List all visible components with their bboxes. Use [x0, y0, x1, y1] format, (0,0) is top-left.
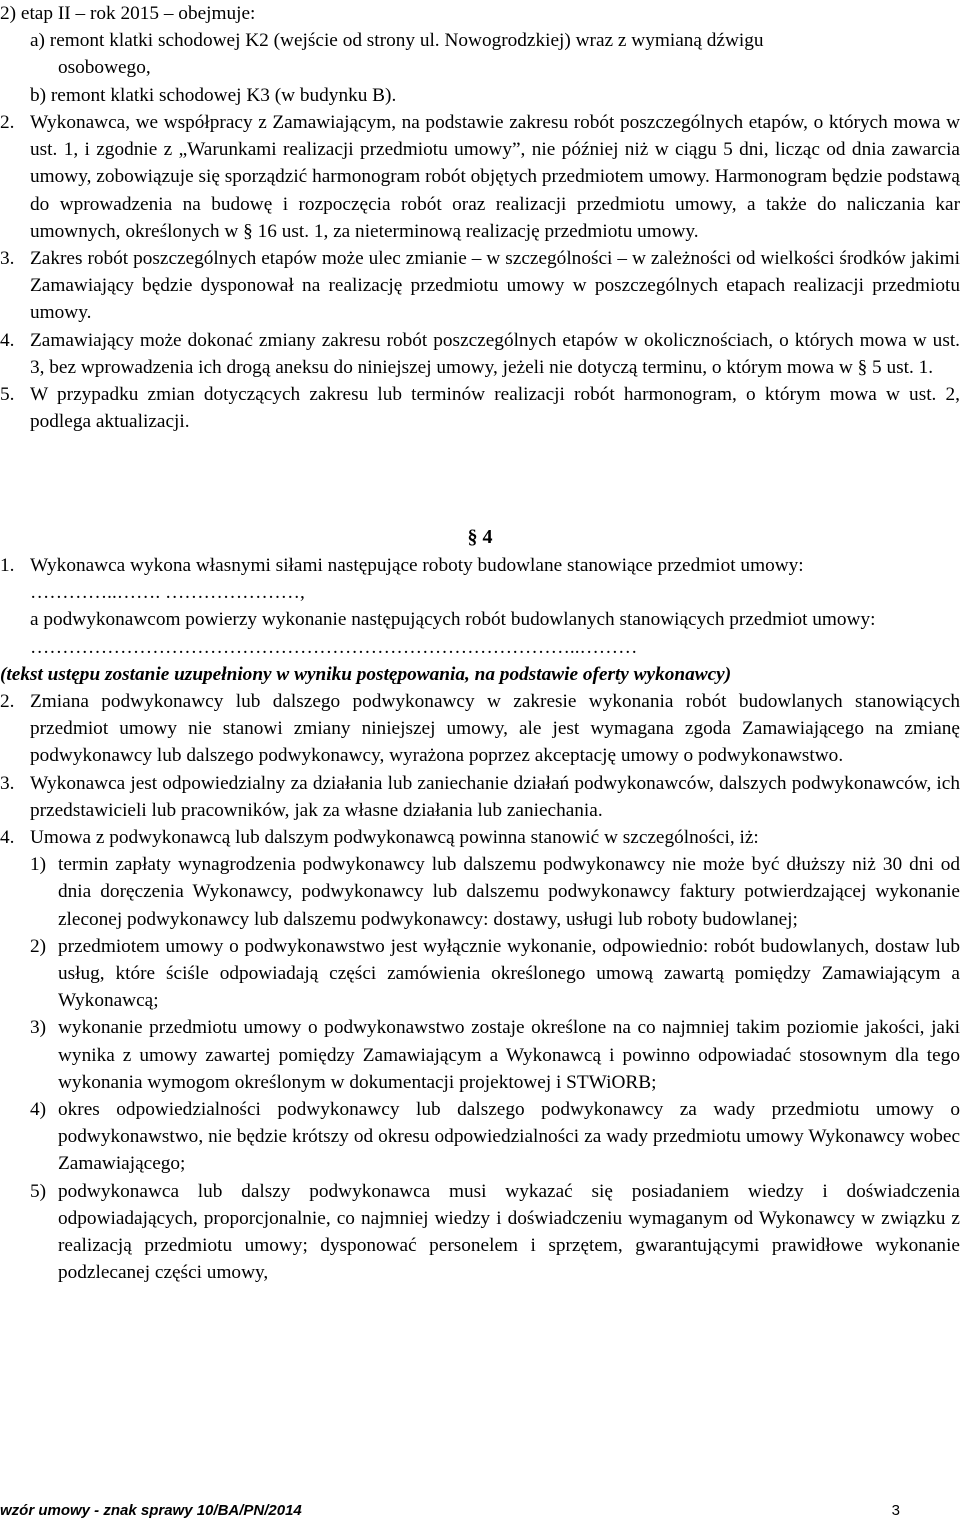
- s4-p4-item-3: 3) wykonanie przedmiotu umowy o podwykonawstwo zostaje określone na co najmniej takim poziomie jakości, jaki wynika z umowy zawartej pomiędzy Zamawiającym a Wykonawcą i powinno odpowiadać stosownym dla tego wykonania wymogom określonym w dokumentacji projektowej i STWiORB;: [30, 1017, 960, 1093]
- s4-p4-item-5: 5) podwykonawca lub dalszy podwykonawca musi wykazać się posiadaniem wiedzy i doświadczenia odpowiadających, proporcjonalnie, co najmniej wiedzy i doświadczeniu wymaganym od Wykonawcy w związku z realizacją przedmiotu umowy; dysponować personelem i sprzętem, gwarantującymi prawidłowe wykonanie podzlecanej części umowy,: [30, 1180, 960, 1284]
- s4-completion-note: (tekst ustępu zostanie uzupełniony w wyniku postępowania, na podstawie oferty wykonawcy): [0, 663, 732, 685]
- etap-ii-item-a-line1: a) remont klatki schodowej K2 (wejście od strony ul. Nowogrodzkiej) wraz z wymianą dźwigu: [30, 30, 764, 52]
- footer-document-id: wzór umowy - znak sprawy 10/BA/PN/2014: [0, 1502, 302, 1519]
- s4-paragraph-4: 4. Umowa z podwykonawcą lub dalszym podwykonawcą powinna stanowić w szczególności, iż:: [0, 827, 759, 849]
- section-4-heading: § 4: [467, 526, 493, 548]
- etap-ii-heading: 2) etap II – rok 2015 – obejmuje:: [0, 3, 256, 24]
- section3-paragraphs: [0, 109, 960, 435]
- s4-paragraph-2: 2. Zmiana podwykonawcy lub dalszego podwykonawcy w zakresie wykonania robót budowlanych stanowiących przedmiot umowy nie stanowi zmiany niniejszej umowy, ale jest wymagana zgoda Zamawiającego na zmianę podwykonawcy lub dalszego podwykonawcy, wyrażona poprzez akceptację umowy o podwykonawstwo.: [0, 691, 960, 767]
- s4-dots-own-works: …………..……. …………………,: [30, 582, 305, 604]
- s3-paragraph-2: 2. Wykonawca, we współpracy z Zamawiającym, na podstawie zakresu robót poszczególnych etapów, o których mowa w ust. 1, i zgodnie z „Warunkami realizacji przedmiotu umowy”, nie później niż w ciągu 5 dni, licząc od dnia zawarcia umowy, zobowiązuje się sporządzić harmonogram robót objętych przedmiotem umowy. Harmonogram będzie podstawą do wprowadzenia na budowę i rozpoczęcia robót oraz realizacji przedmiotu umowy, a także do naliczania kar umownych, określonych w § 16 ust. 1, za nieterminową realizację przedmiotu umowy.: [0, 112, 960, 242]
- s4-p4-item-1: 1) termin zapłaty wynagrodzenia podwykonawcy lub dalszemu podwykonawcy nie może być dłuższy niż 30 dni od dnia doręczenia Wykonawcy, podwykonawcy lub dalszemu podwykonawcy faktury potwierdzającej wykonanie zleconej podwykonawcy lub dalszemu podwykonawcy: dostawy, usługi lub roboty budowlanej;: [30, 854, 960, 930]
- s4-p4-item-2: 2) przedmiotem umowy o podwykonawstwo jest wyłącznie wykonanie, odpowiednio: robót budowlanych, dostaw lub usług, które ściśle odpowiadają części zamówienia określonego umową zawartą pomiędzy Zamawiającym a Wykonawcą;: [30, 935, 960, 1012]
- s4-p4-item-4: 4) okres odpowiedzialności podwykonawcy lub dalszego podwykonawcy za wady przedmiotu umowy o podwykonawstwo, nie będzie krótszy od okresu odpowiedzialności za wady przedmiotu umowy Wykonawcy wobec Zamawiającego;: [30, 1099, 960, 1175]
- section4-paragraphs: [0, 552, 960, 1286]
- s4-subcontractor-text: a podwykonawcom powierzy wykonanie następujących robót budowlanych stanowiących przedmiot umowy:: [30, 609, 876, 631]
- s3-paragraph-5: 5. W przypadku zmian dotyczących zakresu lub terminów realizacji robót harmonogram, o którym mowa w ust. 2, podlega aktualizacji.: [0, 384, 960, 433]
- page-number: 3: [891, 1502, 900, 1519]
- etap-ii-item-a-line2: osobowego,: [58, 57, 151, 79]
- s4-paragraph-3: 3. Wykonawca jest odpowiedzialny za działania lub zaniechanie działań podwykonawców, dalszych podwykonawców, ich przedstawicieli lub pracowników, jak za własne działania lub zaniechania.: [0, 772, 960, 821]
- s3-paragraph-4: 4. Zamawiający może dokonać zmiany zakresu robót poszczególnych etapów w okolicznościach, o których mowa w ust. 3, bez wprowadzenia ich drogą aneksu do niniejszej umowy, jeżeli nie dotyczą terminu, o którym mowa w § 5 ust. 1.: [0, 329, 960, 378]
- etap-ii-item-b: b) remont klatki schodowej K3 (w budynku B).: [30, 84, 397, 106]
- s4-dots-subcontracted-works: …………………………………………………………………………..………: [30, 636, 638, 658]
- s4-paragraph-1: 1. Wykonawca wykona własnymi siłami następujące roboty budowlane stanowiące przedmiot umowy:: [0, 555, 804, 576]
- etap-ii-block: [0, 0, 960, 109]
- s3-paragraph-3: 3. Zakres robót poszczególnych etapów może ulec zmianie – w szczególności – w zależności od wielkości środków jakimi Zamawiający będzie dysponował na realizację przedmiotu umowy w poszczególnych etapach realizacji przedmiotu umowy.: [0, 248, 960, 324]
